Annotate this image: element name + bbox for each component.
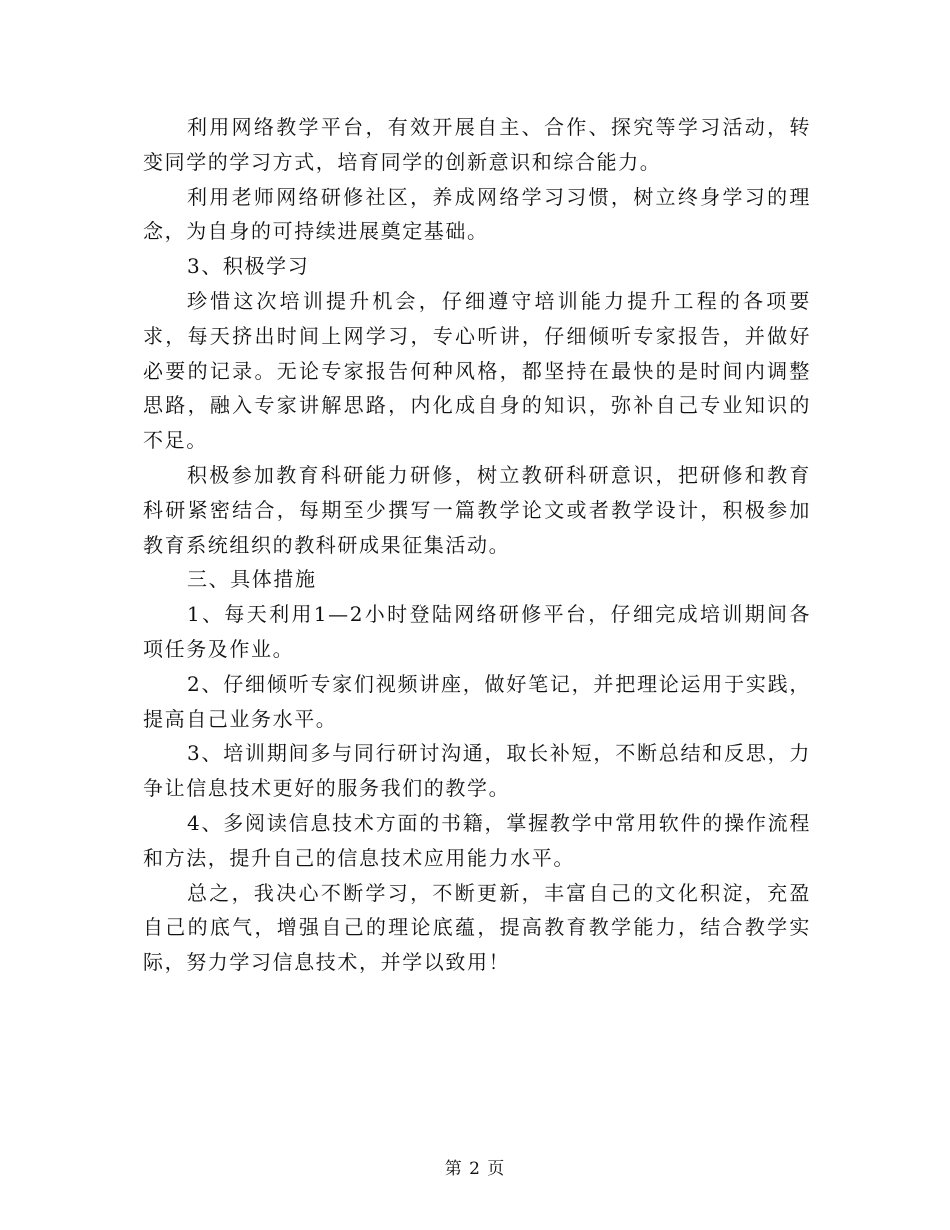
- section-heading-specific-measures: 三、具体措施: [187, 567, 317, 592]
- measure-item-3: 3、培训期间多与同行研讨沟通，取长补短，不断总结和反思，力争让信息技术更好的服务我们的教学。: [143, 741, 811, 801]
- page-number: 第 2 页: [444, 1159, 506, 1179]
- paragraph-conclusion: 总之，我决心不断学习，不断更新，丰富自己的文化积淀，充盈自己的底气，增强自己的理论底蕴，提高教育教学能力，结合教学实际，努力学习信息技术，并学以致用！: [143, 880, 811, 975]
- section-heading-active-learning: 3、积极学习: [187, 254, 310, 279]
- paragraph-cherish-opportunity: 珍惜这次培训提升机会，仔细遵守培训能力提升工程的各项要求，每天挤出时间上网学习，专心听讲，仔细倾听专家报告，并做好必要的记录。无论专家报告何种风格，都坚持在最快的是时间内调整思路，融入专家讲解思路，内化成自身的知识，弥补自己专业知识的不足。: [143, 288, 811, 453]
- measure-item-2: 2、仔细倾听专家们视频讲座，做好笔记，并把理论运用于实践，提高自己业务水平。: [143, 671, 811, 731]
- measure-item-4: 4、多阅读信息技术方面的书籍，掌握教学中常用软件的操作流程和方法，提升自己的信息技术应用能力水平。: [143, 810, 811, 870]
- measure-item-1: 1、每天利用1—2小时登陆网络研修平台，仔细完成培训期间各项任务及作业。: [143, 602, 811, 661]
- paragraph-research-training: 积极参加教育科研能力研修，树立教研科研意识，把研修和教育科研紧密结合，每期至少撰写一篇教学论文或者教学设计，积极参加教育系统组织的教科研成果征集活动。: [143, 462, 811, 557]
- paragraph-online-platform: 利用网络教学平台，有效开展自主、合作、探究等学习活动，转变同学的学习方式，培育同学的创新意识和综合能力。: [143, 115, 811, 174]
- paragraph-teacher-community: 利用老师网络研修社区，养成网络学习习惯，树立终身学习的理念，为自身的可持续进展奠定基础。: [143, 184, 811, 244]
- document-body: [143, 110, 811, 980]
